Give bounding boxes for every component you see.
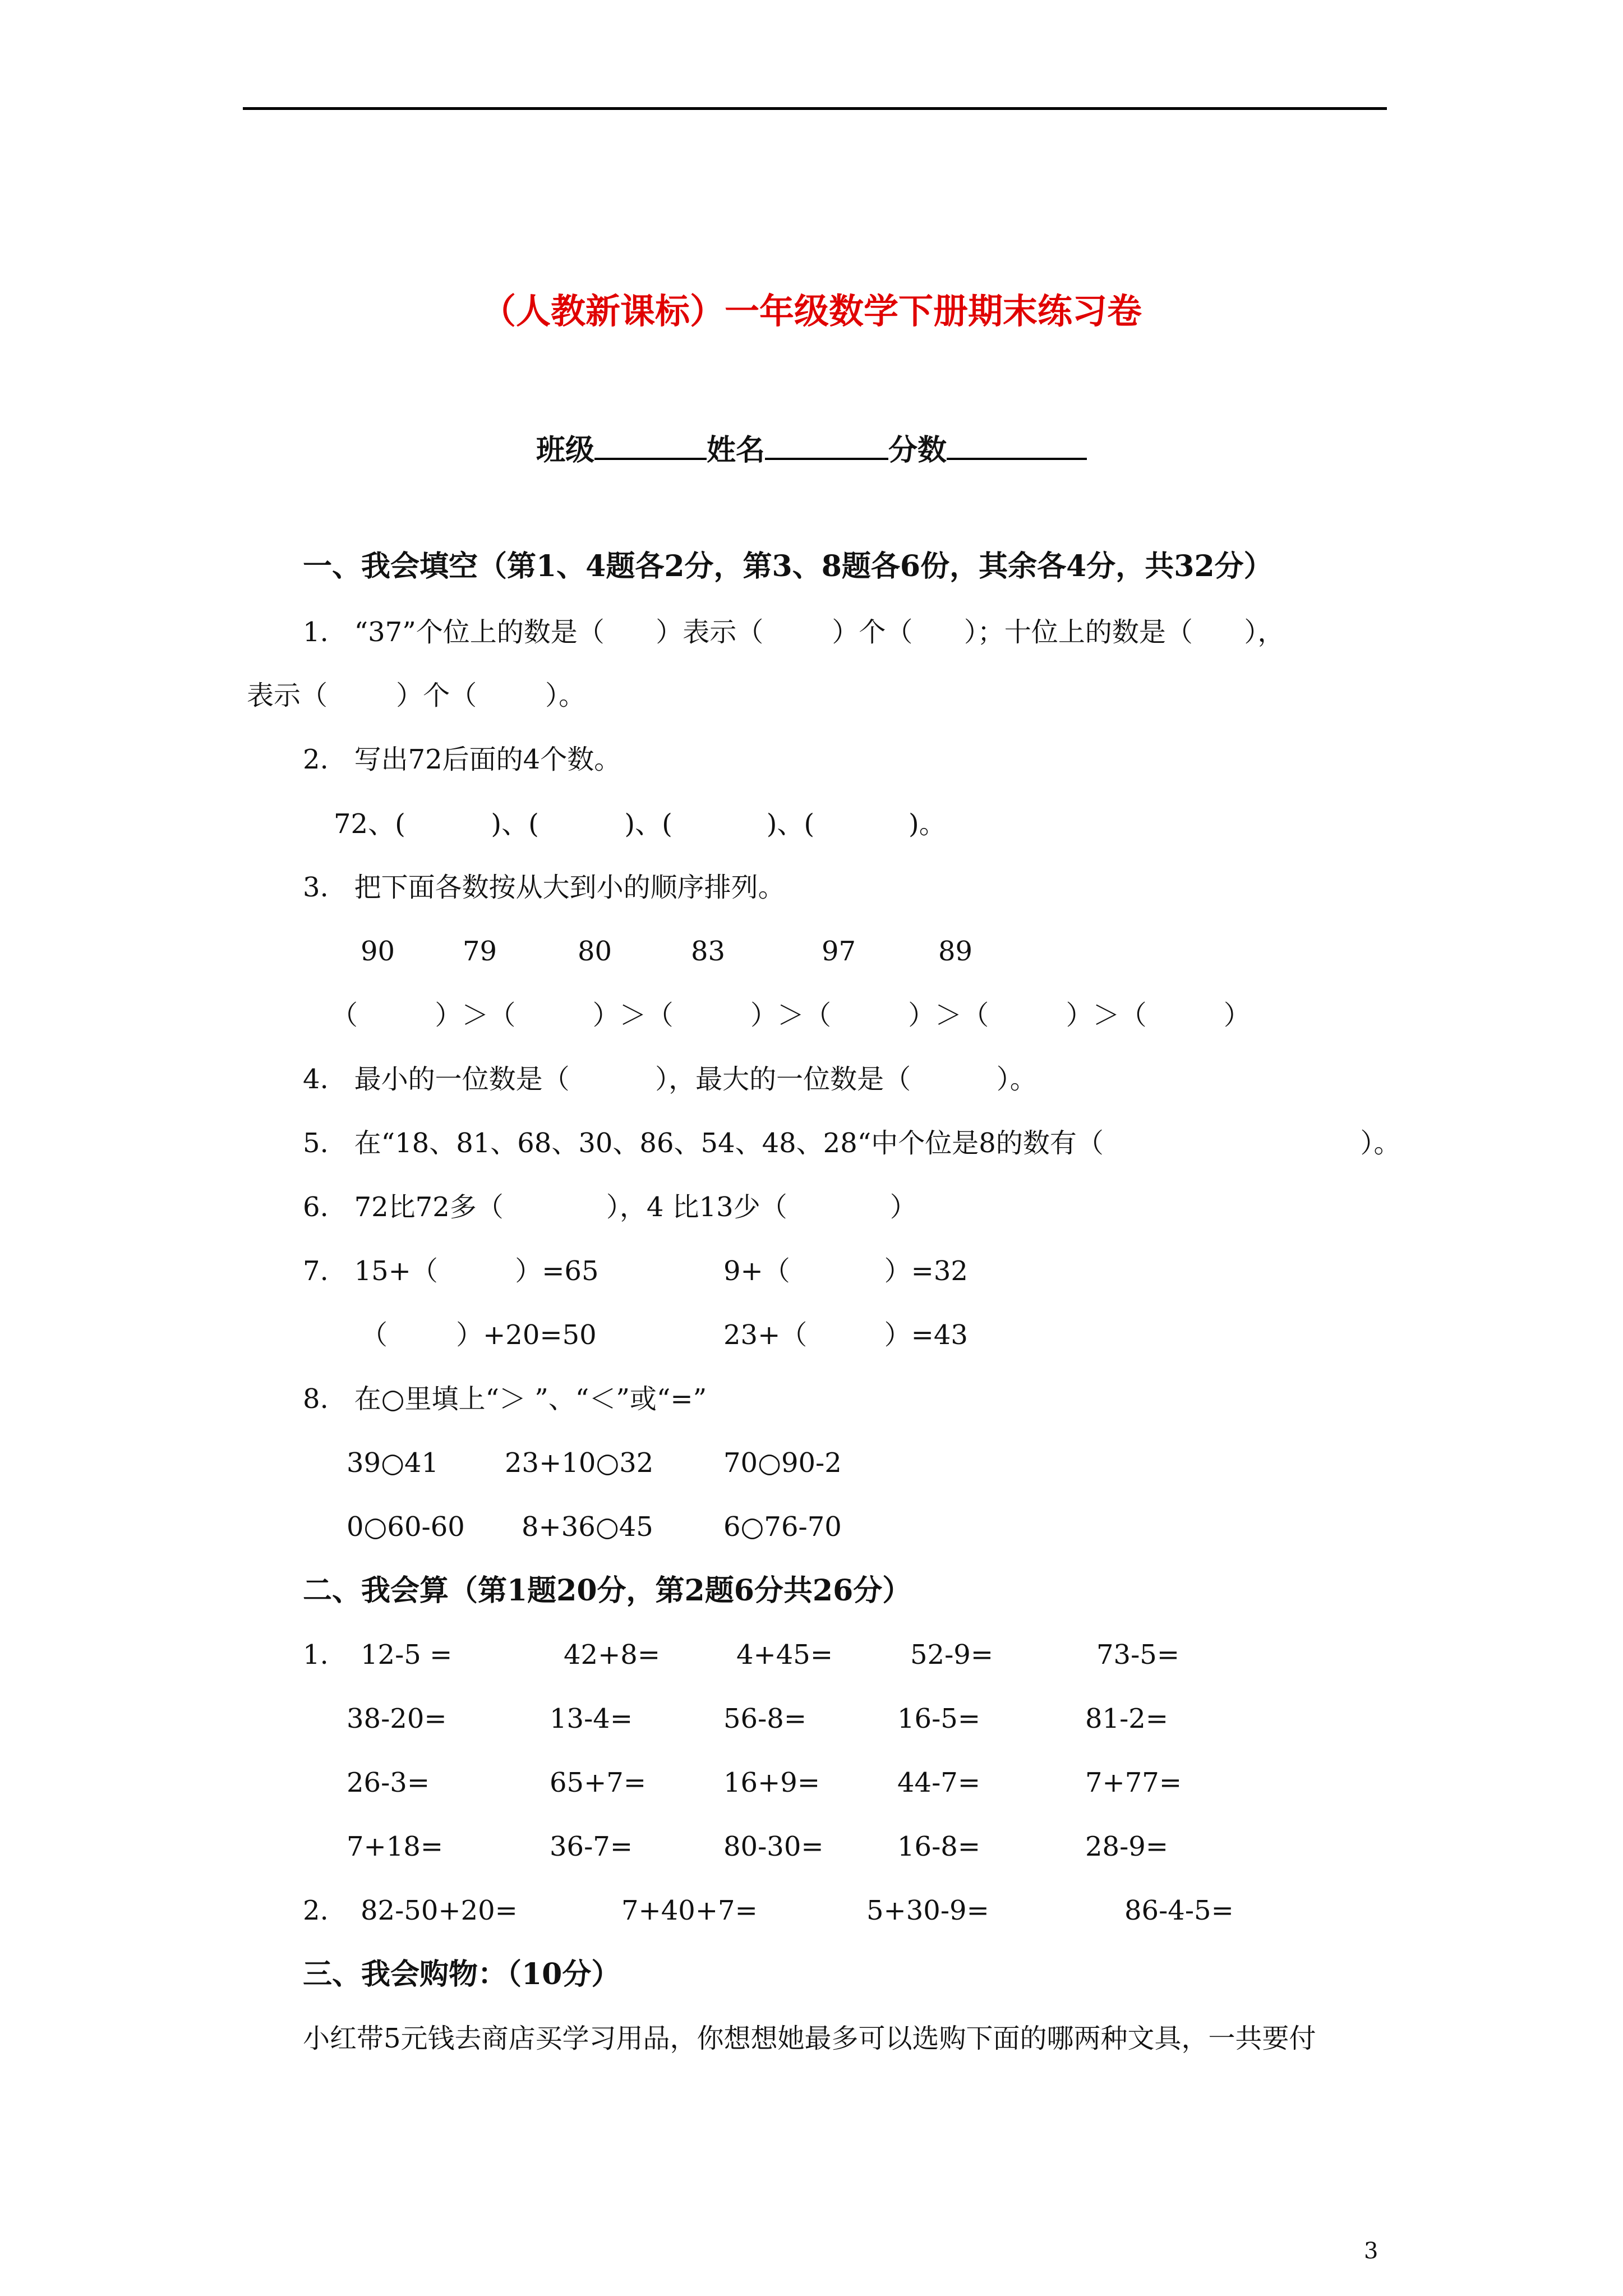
q8-item: 6○76-70	[723, 1511, 842, 1543]
q7-item: 9+（ ）=32	[723, 1255, 968, 1287]
calc-item: 13-4=	[550, 1703, 633, 1734]
calc-item: 81-2=	[1085, 1703, 1169, 1734]
calc-item: 7+40+7=	[621, 1895, 758, 1926]
name-blank	[765, 431, 888, 460]
calc-item: 80-30=	[723, 1831, 824, 1862]
q1-line-2: 表示（ ）个（ ）。	[247, 680, 586, 711]
score-blank	[947, 431, 1087, 460]
q8-line-1: 8. 在○里填上“＞ ”、“＜”或“=”	[303, 1383, 707, 1415]
q3-number: 79	[463, 936, 497, 967]
section-3-heading: 三、我会购物：（10分）	[303, 1957, 621, 1991]
page-title: （人教新课标）一年级数学下册期末练习卷	[481, 291, 1142, 332]
q7-item: 23+（ ）=43	[723, 1319, 968, 1351]
calc-item: 38-20=	[347, 1703, 447, 1734]
q7-item: （ ）+20=50	[361, 1319, 597, 1351]
q4: 4. 最小的一位数是（ ），最大的一位数是（ ）。	[303, 1064, 1037, 1095]
calc-item: 28-9=	[1085, 1831, 1169, 1862]
q2-line-2: 72、( )、( )、( )、( )。	[334, 808, 946, 840]
calc-item: 4+45=	[736, 1639, 833, 1671]
q8-item: 39○41	[347, 1447, 439, 1479]
q3-line-1: 3. 把下面各数按从大到小的顺序排列。	[303, 872, 785, 903]
header-rule	[243, 107, 1387, 110]
calc-item: 86-4-5=	[1124, 1895, 1234, 1926]
calc-item: 65+7=	[550, 1767, 647, 1798]
name-label: 姓名	[706, 433, 765, 467]
q7-item: 7. 15+（ ）=65	[303, 1255, 599, 1287]
calc-item: 12-5 =	[361, 1639, 453, 1671]
calc-item: 26-3=	[347, 1767, 430, 1798]
student-info-line	[0, 426, 1623, 468]
calc-item: 36-7=	[550, 1831, 633, 1862]
calc-item: 16-5=	[897, 1703, 981, 1734]
q1-line-1: 1. “37”个位上的数是（ ）表示（ ）个（ ）；十位上的数是（ ），	[303, 616, 1285, 648]
class-blank	[594, 431, 707, 460]
section-2-heading: 二、我会算（第1题20分，第2题6分共26分）	[303, 1573, 912, 1608]
q3-number: 80	[578, 936, 612, 967]
calc-item: 7+77=	[1085, 1767, 1182, 1798]
q3-answer-line: （ ）＞（ ）＞（ ）＞（ ）＞（ ）＞（ ）	[331, 1000, 1251, 1031]
q8-item: 0○60-60	[347, 1511, 465, 1543]
q8-item: 23+10○32	[505, 1447, 654, 1479]
q3-number: 89	[938, 936, 973, 967]
calc-item: 56-8=	[723, 1703, 807, 1734]
calc-item: 44-7=	[897, 1767, 981, 1798]
calc-item: 5+30-9=	[866, 1895, 989, 1926]
q8-item: 8+36○45	[522, 1511, 653, 1543]
q2-line-1: 2. 写出72后面的4个数。	[303, 744, 621, 775]
q3-number: 90	[361, 936, 395, 967]
calc-item: 7+18=	[347, 1831, 444, 1862]
calc-item: 16+9=	[723, 1767, 820, 1798]
score-label: 分数	[888, 433, 947, 467]
calc-item: 52-9=	[910, 1639, 994, 1671]
q8-item: 70○90-2	[723, 1447, 842, 1479]
calc-item: 16-8=	[897, 1831, 981, 1862]
q5: 5. 在“18、81、68、30、86、54、48、28“中个位是8的数有（ ）。	[303, 1128, 1401, 1159]
calc-item: 82-50+20=	[361, 1895, 518, 1926]
page-number: 3	[1364, 2238, 1378, 2264]
calc-item: 73-5=	[1096, 1639, 1180, 1671]
q6: 6. 72比72多（ ），4 比13少（ ）	[303, 1191, 917, 1223]
q3-number: 97	[822, 936, 856, 967]
s2-q1-label: 1.	[303, 1639, 329, 1671]
calc-item: 42+8=	[564, 1639, 661, 1671]
q3-number: 83	[691, 936, 726, 967]
class-label: 班级	[536, 433, 594, 467]
s2-q2-label: 2.	[303, 1895, 329, 1926]
section-1-heading: 一、我会填空（第1、4题各2分，第3、8题各6份，其余各4分，共32分）	[303, 549, 1273, 583]
section-3-text: 小红带5元钱去商店买学习用品，你想想她最多可以选购下面的哪两种文具，一共要付	[303, 2023, 1316, 2054]
